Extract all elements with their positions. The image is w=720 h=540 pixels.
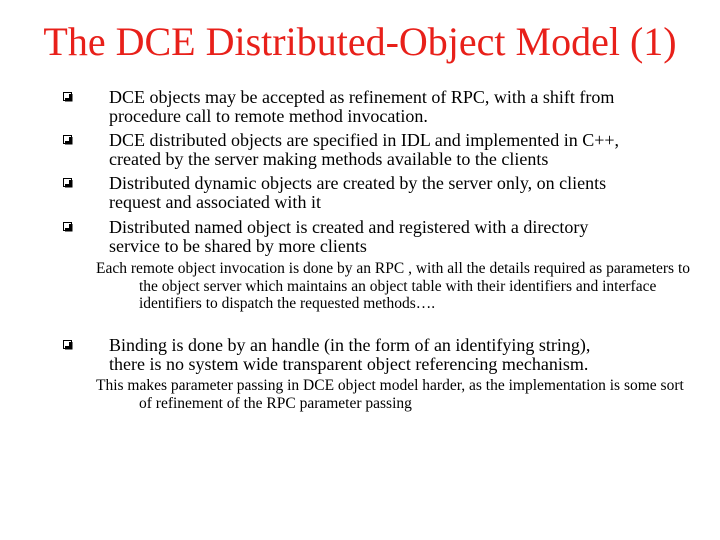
- bullet-item: [63, 88, 623, 125]
- checkbox-bullet-icon: [63, 135, 73, 145]
- bullet-text: DCE objects may be accepted as refinement of RPC, with a shift from procedure call to remote method invocation.: [109, 87, 615, 126]
- bullet-item: [63, 174, 623, 211]
- sub-paragraph: Each remote object invocation is done by an RPC , with all the details required as parameters to the object server which maintains an object table with their identifiers and interface identifiers to dispatch the requested methods….: [96, 260, 690, 312]
- bullet-item: [63, 131, 623, 168]
- sub-paragraph: This makes parameter passing in DCE object model harder, as the implementation is some sort of refinement of the RPC parameter passing: [96, 377, 684, 412]
- checkbox-bullet-icon: [63, 92, 73, 102]
- checkbox-bullet-icon: [63, 340, 73, 350]
- checkbox-bullet-icon: [63, 178, 73, 188]
- bullet-text: Binding is done by an handle (in the form of an identifying string), there is no system wide transparent object referencing mechanism.: [109, 335, 591, 374]
- slide-title: The DCE Distributed-Object Model (1): [43, 19, 677, 64]
- bullet-text: DCE distributed objects are specified in IDL and implemented in C++, created by the server making methods available to the clients: [109, 130, 620, 169]
- bullet-text: Distributed dynamic objects are created by the server only, on clients request and associated with it: [109, 173, 607, 212]
- checkbox-bullet-icon: [63, 222, 73, 232]
- bullet-item: [63, 218, 623, 255]
- bullet-item: [63, 336, 623, 373]
- bullet-text: Distributed named object is created and registered with a directory service to be shared by more clients: [109, 217, 589, 256]
